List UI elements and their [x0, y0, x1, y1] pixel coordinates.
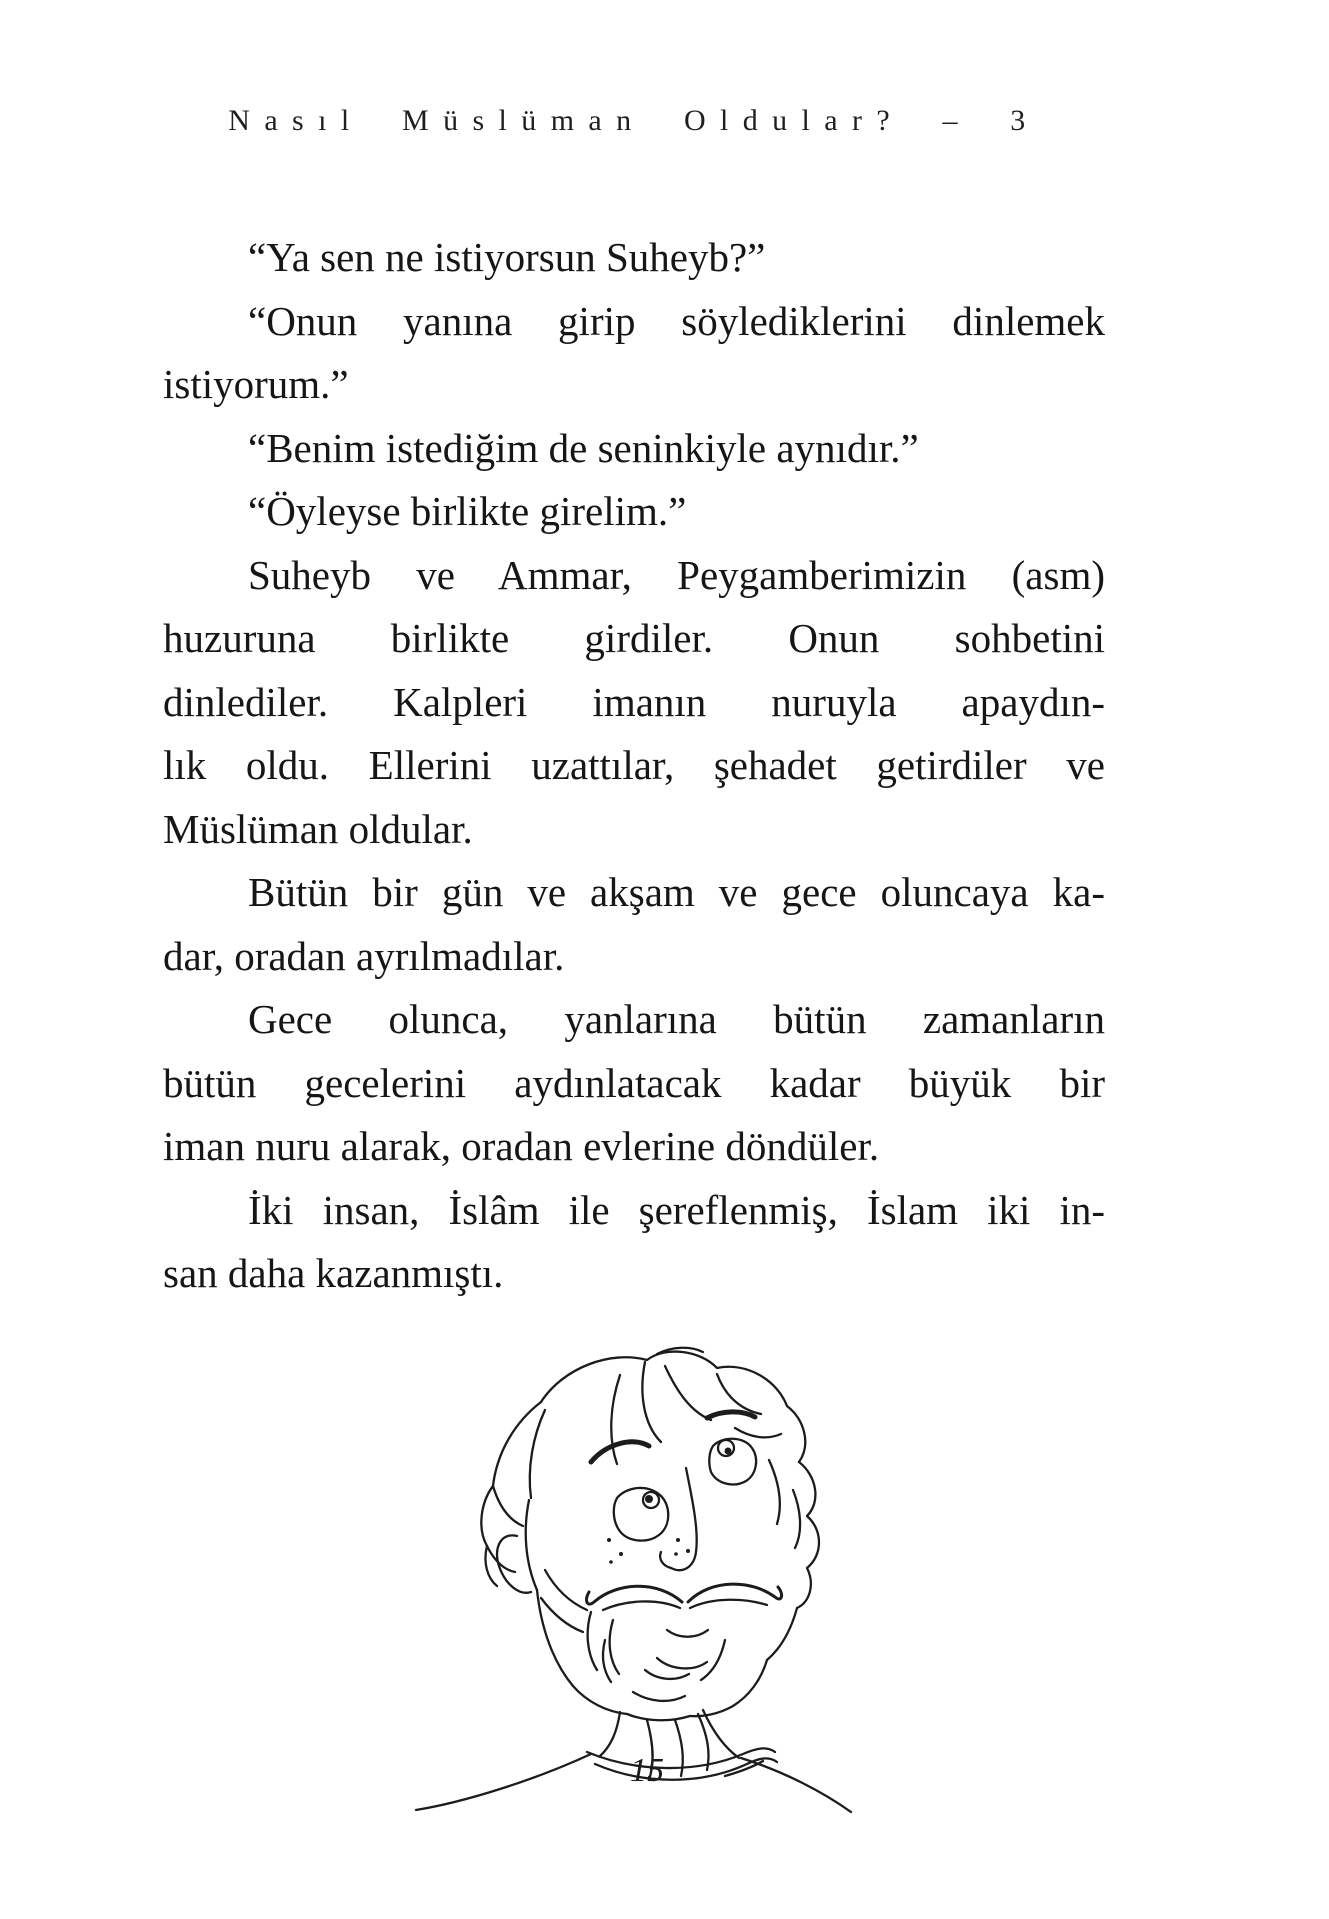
text-line: İki insan, İslâm ile şereflenmiş, İslam iki in-: [248, 1186, 1105, 1233]
text-line: “Ya sen ne istiyorsun Suheyb?”: [248, 234, 766, 280]
text-line: Müslüman oldular.: [163, 805, 473, 852]
text-line: “Benim istediğim de seninkiyle aynıdır.”: [248, 424, 919, 471]
text-line: lık oldu. Ellerini uzattılar, şehadet getirdiler ve: [163, 742, 1105, 788]
text-line: san daha kazanmıştı.: [163, 1250, 504, 1296]
text-line: “Öyleyse birlikte girelim.”: [248, 488, 687, 534]
text-line: iman nuru alarak, oradan evlerine döndüler.: [163, 1123, 880, 1169]
text-line: istiyorum.”: [163, 361, 349, 407]
text-line: “Onun yanına girip söylediklerini dinlemek: [248, 297, 1105, 344]
body-text: [163, 226, 1105, 1306]
text-line: bütün gecelerini aydınlatacak kadar büyük bir: [163, 1059, 1105, 1106]
page-number: 15: [630, 1752, 664, 1789]
text-line: Suheyb ve Ammar, Peygamberimizin (asm): [248, 551, 1105, 598]
text-line: Gece olunca, yanlarına bütün zamanların: [248, 996, 1105, 1042]
text-line: dinlediler. Kalpleri imanın nuruyla apaydın-: [163, 678, 1105, 725]
text-line: dar, oradan ayrılmadılar.: [163, 932, 565, 979]
running-header: Nasıl Müslüman Oldular? – 3: [228, 104, 1040, 137]
text-line: huzuruna birlikte girdiler. Onun sohbetini: [163, 615, 1105, 661]
text-line: Bütün bir gün ve akşam ve gece oluncaya ka-: [248, 869, 1105, 915]
